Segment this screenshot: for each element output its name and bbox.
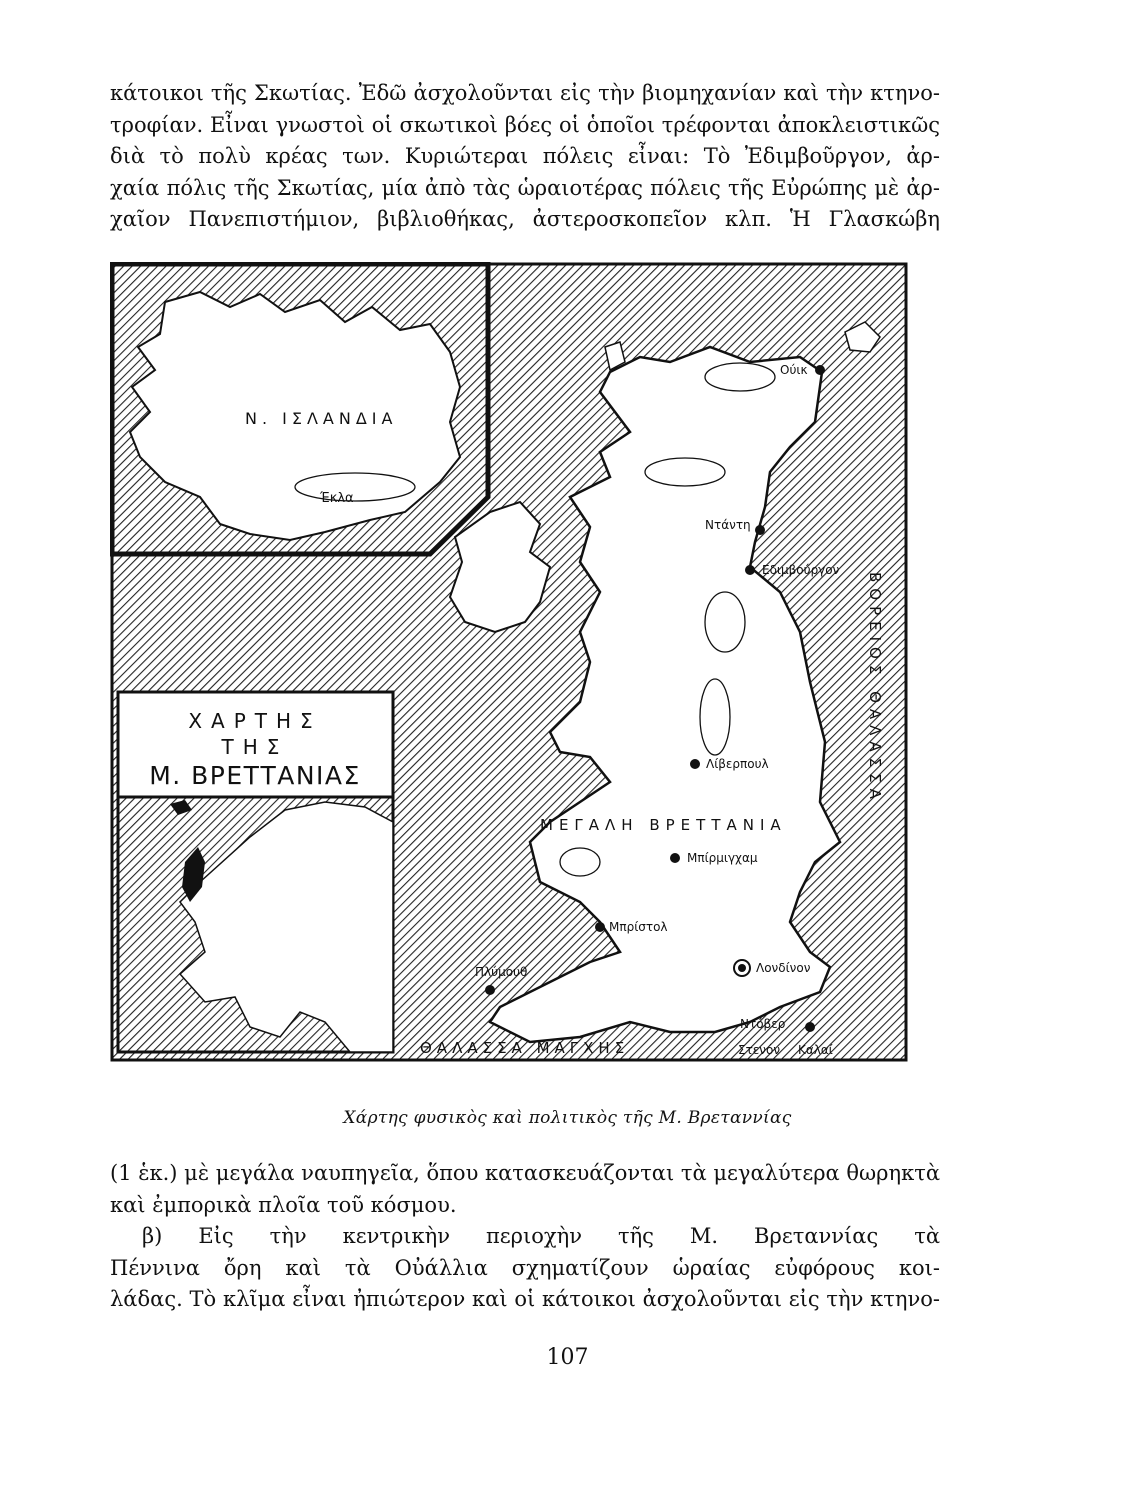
great-britain-label: ΜΕΓΑΛΗ ΒΡΕΤΤΑΝΙΑ [540,816,787,834]
svg-text:Ντόβερ: Ντόβερ [740,1017,786,1031]
text-line: χαία πόλις τῆς Σκωτίας, μία ἀπὸ τὰς ὡραιοτέρας πόλεις τῆς Εὐρώπης μὲ ἀρ- [110,175,940,200]
svg-text:Πλύμουθ: Πλύμουθ [475,965,528,979]
text-line: β) Εἰς τὴν κεντρικὴν περιοχὴν τῆς Μ. Βρεταννίας τὰ [142,1224,940,1248]
svg-text:Ούικ: Ούικ [780,363,808,377]
text-line: κάτοικοι τῆς Σκωτίας. Ἐδῶ ἀσχολοῦνται εἰς τὴν βιομηχανίαν καὶ τὴν κτηνο- [110,81,940,105]
map-figure [110,262,908,1062]
strait-label: Στενόν [738,1043,781,1057]
page-number: 107 [546,1345,589,1370]
map-title-line-3: Μ. ΒΡΕΤΤΑΝΙΑΣ [149,761,361,790]
north-sea-label: ΒΟΡΕΙΟΣ ΘΑΛΑΣΣΑ [866,572,884,805]
text-line: καὶ ἐμπορικὰ πλοῖα τοῦ κόσμου. [110,1192,457,1217]
bottom-paragraph [110,1158,940,1316]
text-line: Πέννινα ὄρη καὶ τὰ Οὐάλλια σχηματίζουν ὡραίας εὐφόρους κοι- [110,1255,940,1280]
map-caption: Χάρτης φυσικὸς καὶ πολιτικὸς τῆς Μ. Βρεταννίας [343,1108,792,1128]
svg-text:Εδιμβούργον: Εδιμβούργον [762,563,840,577]
city-london [734,960,811,976]
svg-text:Μπρίστολ: Μπρίστολ [609,920,668,934]
map-title-line-2: ΤΗΣ [221,735,289,759]
top-paragraph [110,78,940,236]
iceland-label: Ν. ΙΣΛΑΝΔΙΑ [245,409,398,428]
text-line: (1 ἑκ.) μὲ μεγάλα ναυπηγεῖα, ὅπου κατασκευάζονται τὰ μεγαλύτερα θωρηκτὰ [110,1161,941,1185]
text-line: χαῖον Πανεπιστήμιον, βιβλιοθήκας, ἀστεροσκοπεῖον κλπ. Ἡ Γλασκώβη [110,207,940,231]
text-line: τροφίαν. Εἶναι γνωστοὶ οἱ σκωτικοὶ βόες οἱ ὁποῖοι τρέφονται ἀποκλειστικῶς [110,112,940,137]
svg-text:Μπίρμιγχαμ: Μπίρμιγχαμ [687,851,758,865]
hekla-label: Έκλα [320,491,354,506]
text-line: διὰ τὸ πολὺ κρέας των. Κυριώτεραι πόλεις εἶναι: Τὸ Ἐδιμβοῦργον, ἀρ- [110,144,940,168]
svg-text:Λονδίνον: Λονδίνον [756,961,811,975]
svg-text:Ντάντη: Ντάντη [705,518,751,532]
calais-label: Καλαί [798,1043,833,1057]
text-line: λάδας. Τὸ κλῖμα εἶναι ἠπιώτερον καὶ οἱ κάτοικοι ἀσχολοῦνται εἰς τὴν κτηνο- [110,1287,940,1311]
channel-label: ΘΑΛΑΣΣΑ ΜΑΓΧΗΣ [420,1039,630,1057]
svg-text:Λίβερπουλ: Λίβερπουλ [706,757,769,771]
map-title-line-1: ΧΑΡΤΗΣ [188,709,322,733]
britain-map [110,262,908,1062]
